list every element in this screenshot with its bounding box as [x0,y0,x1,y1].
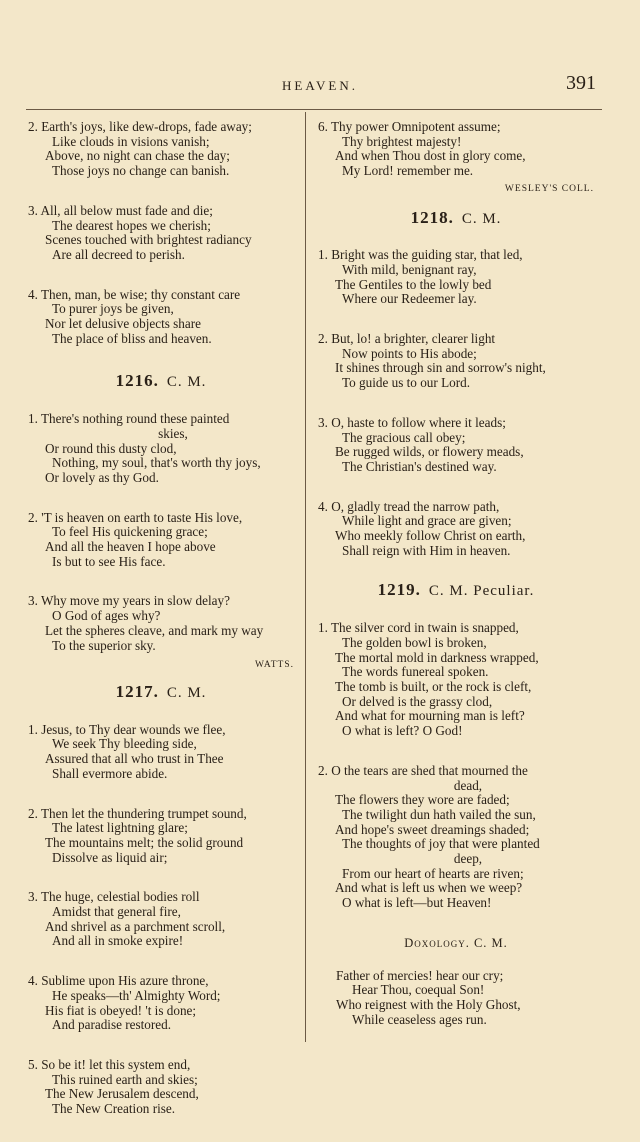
verse-line: Shall reign with Him in heaven. [342,542,511,558]
page-header [0,72,640,98]
verse-line: 4. Then, man, be wise; thy constant care [28,286,241,302]
verse-line: And all in smoke expire! [52,933,184,949]
verse-line: 5. So be it! let this system end, [28,1056,191,1072]
hymn-heading-1219 [318,580,594,600]
verse-line: The Christian's destined way. [342,458,497,474]
verse-line: To feel His quickening grace; [52,524,208,540]
attribution-wesley: WESLEY'S COLL. [504,183,594,194]
verse-line: Nor let delusive objects share [45,316,202,332]
hymn-number: 1216. [115,371,159,391]
verse-line: The Gentiles to the lowly bed [335,276,492,292]
verse-line: 2. 'T is heaven on earth to taste His love, [28,509,243,525]
verse-line: skies, [158,425,188,441]
hymn-meter: C. M. [461,210,502,227]
verse-line: Dissolve as liquid air; [52,849,168,865]
verse-line: 2. O the tears are shed that mourned the [318,762,528,778]
verse-line: Nothing, my soul, that's worth thy joys, [52,455,261,471]
verse-line: This ruined earth and skies; [52,1071,198,1087]
verse-line: deep, [453,851,483,867]
verse-line: 2. Then let the thundering trumpet sound, [28,805,247,821]
hymn-number: 1219. [377,580,421,600]
column-divider [305,112,306,1042]
stanza [318,500,594,559]
verse-line: With mild, benignant ray, [342,261,477,277]
verse-line: Assured that all who trust in Thee [45,751,224,767]
hymn-meter: C. M. [166,684,207,701]
verse-line: Let the spheres cleave, and mark my way [45,622,264,638]
stanza [318,764,594,911]
header-rule [26,109,602,110]
verse-line: Or round this dusty clod, [45,440,177,456]
stanza [318,332,594,391]
stanza [318,120,594,179]
stanza [318,621,594,739]
verse-line: The gracious call obey; [342,429,466,445]
verse-line: His fiat is obeyed! 't is done; [45,1002,197,1018]
verse-line: Like clouds in visions vanish; [52,133,210,149]
doxology-heading: Doxology. C. M. [404,935,508,950]
verse-line: We seek Thy bleeding side, [52,736,197,752]
verse-line: And all the heaven I hope above [45,539,216,555]
verse-line: 2. But, lo! a brighter, clearer light [318,331,496,347]
hymn-heading-1218 [318,207,594,227]
verse-line: 3. O, haste to follow where it leads; [318,414,506,430]
verse-line: O what is left? O God! [342,723,463,739]
hymn-heading-1216 [28,371,294,391]
verse-line: The latest lightning glare; [52,820,188,836]
verse-line: The golden bowl is broken, [342,634,487,650]
verse-line: Or lovely as thy God. [45,469,159,485]
verse-line: To purer joys be given, [52,301,174,317]
stanza [28,204,294,263]
verse-line: The New Jerusalem descend, [45,1086,199,1102]
verse-line: Amidst that general fire, [52,904,181,920]
verse-line: 3. All, all below must fade and die; [28,202,213,218]
stanza [318,248,594,307]
verse-line: 1. There's nothing round these painted [28,411,230,427]
stanza [28,412,294,486]
verse-line: The twilight dun hath vailed the sun, [342,806,536,822]
verse-line: Are all decreed to perish. [52,246,185,262]
verse-line: 1. The silver cord in twain is snapped, [318,620,519,636]
stanza [28,807,294,866]
verse-line: The tomb is built, or the rock is cleft, [335,678,532,694]
verse-line: The flowers they wore are faded; [335,792,510,808]
right-column [318,120,594,1027]
stanza [28,288,294,347]
verse-line: He speaks—th' Almighty Word; [52,987,221,1003]
verse-line: Who meekly follow Christ on earth, [335,528,526,544]
doxology-line: While ceaseless ages run. [352,1011,487,1027]
verse-line: The dearest hopes we cherish; [52,217,211,233]
stanza [28,511,294,570]
page-number: 391 [566,72,596,94]
verse-line: Or delved is the grassy clod, [342,693,493,709]
verse-line: Where our Redeemer lay. [342,291,477,307]
stanza [28,594,294,653]
attribution-watts: WATTS. [255,660,294,671]
stanza [318,416,594,475]
verse-line: The thoughts of joy that were planted [342,836,540,852]
verse-line: Be rugged wilds, or flowery meads, [335,444,524,460]
stanza [28,1058,294,1117]
verse-line: 6. Thy power Omnipotent assume; [318,119,501,134]
stanza [28,120,294,179]
verse-line: O God of ages why? [52,608,161,624]
verse-line: It shines through sin and sorrow's night, [335,360,546,376]
verse-line: The place of bliss and heaven. [52,330,212,346]
verse-line: The words funereal spoken. [342,664,489,680]
doxology-line: Father of mercies! hear our cry; [336,967,504,983]
verse-line: Those joys no change can banish. [52,163,230,179]
verse-line: And what for mourning man is left? [335,708,525,724]
verse-line: Scenes touched with brightest radiancy [45,232,252,248]
verse-line: And what is left us when we weep? [335,880,523,896]
verse-line: The mortal mold in darkness wrapped, [335,649,539,665]
doxology-line: Who reignest with the Holy Ghost, [336,996,521,1012]
hymn-meter: C. M. [166,374,207,391]
verse-line: Now points to His abode; [342,345,477,361]
verse-line: 4. O, gladly tread the narrow path, [318,498,500,514]
verse-line: Above, no night can chase the day; [45,148,230,164]
verse-line: O what is left—but Heaven! [342,895,492,911]
verse-line: 1. Jesus, to Thy dear wounds we flee, [28,721,226,737]
verse-line: Shall evermore abide. [52,765,168,781]
hymn-number: 1218. [410,207,454,227]
stanza [28,974,294,1033]
running-title: HEAVEN. [281,78,358,93]
verse-line: Is but to see His face. [52,553,166,569]
verse-line: While light and grace are given; [342,513,512,529]
doxology-line: Hear Thou, coequal Son! [352,982,485,998]
verse-line: And shrivel as a parchment scroll, [45,918,226,934]
verse-line: My Lord! remember me. [342,163,474,179]
verse-line: And paradise restored. [52,1017,172,1033]
verse-line: 1. Bright was the guiding star, that led, [318,247,523,263]
verse-line: From our heart of hearts are riven; [342,865,524,881]
verse-line: dead, [453,777,483,793]
left-column [28,120,294,1142]
verse-line: And when Thou dost in glory come, [335,148,526,164]
verse-line: 2. Earth's joys, like dew-drops, fade away; [28,119,252,134]
stanza [28,723,294,782]
stanza [28,890,294,949]
verse-line: The New Creation rise. [52,1101,176,1117]
verse-line: 4. Sublime upon His azure throne, [28,973,209,989]
hymn-heading-1217 [28,681,294,701]
hymn-number: 1217. [115,681,159,701]
verse-line: Thy brightest majesty! [342,133,462,149]
verse-line: 3. The huge, celestial bodies roll [28,889,200,905]
verse-line: The mountains melt; the solid ground [45,834,244,850]
verse-line: To the superior sky. [52,637,156,653]
verse-line: And hope's sweet dreamings shaded; [335,821,530,837]
verse-line: To guide us to our Lord. [342,375,471,391]
hymn-meter: C. M. Peculiar. [428,583,535,600]
verse-line: 3. Why move my years in slow delay? [28,593,230,609]
